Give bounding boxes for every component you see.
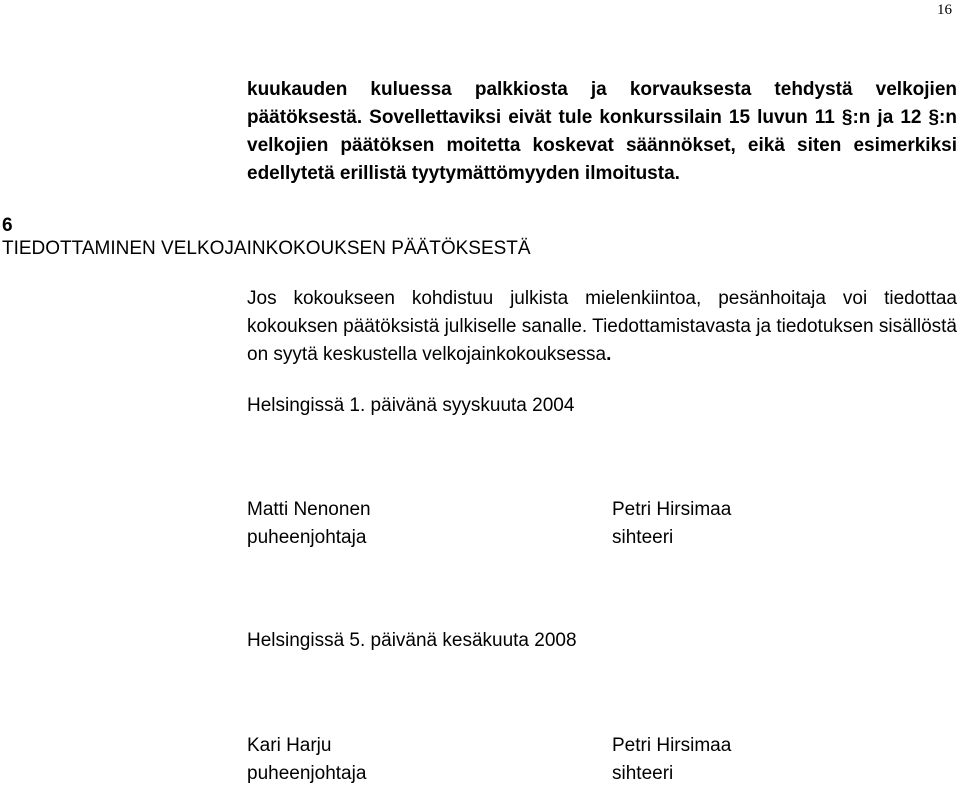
signatory-role: sihteeri [612, 763, 674, 784]
signatory-name: Kari Harju [247, 735, 332, 756]
signatory-role: puheenjohtaja [247, 527, 367, 548]
paragraph-announcement-text: Jos kokoukseen kohdistuu julkista mielenkiintoa, pesänhoitaja voi tiedottaa kokouksen päätöksistä julkiselle sanalle. Tiedottamistavasta ja tiedotuksen sisällöstä on syytä keskustella velkojainkokouksessa [247, 288, 957, 365]
signing-date-2: Helsingissä 5. päivänä kesäkuuta 2008 [247, 630, 577, 651]
signature-block-secretary-1 [612, 496, 731, 552]
signatory-role: puheenjohtaja [247, 763, 367, 784]
signatory-name: Petri Hirsimaa [612, 499, 732, 520]
signatory-name: Matti Nenonen [247, 499, 371, 520]
signature-block-chair-1 [247, 496, 371, 552]
section-number: 6 [2, 215, 13, 236]
signatory-name: Petri Hirsimaa [612, 735, 732, 756]
signature-block-chair-2 [247, 732, 366, 788]
section-title: TIEDOTTAMINEN VELKOJAINKOKOUKSEN PÄÄTÖKSESTÄ [2, 238, 531, 259]
signatory-role: sihteeri [612, 527, 674, 548]
paragraph-announcement [247, 285, 957, 369]
paragraph-announcement-end: . [606, 344, 612, 365]
paragraph-continued: kuukauden kuluessa palkkiosta ja korvauksesta tehdystä velkojien päätöksestä. Sovellettaviksi eivät tule konkurssilain 15 luvun 11 §:n ja 12 §:n velkojien päätöksen moitetta koskevat säännökset, eikä siten esimerkiksi edellytetä erillistä tyytymättömyyden ilmoitusta. [247, 79, 957, 184]
signature-block-secretary-2 [612, 732, 731, 788]
page-number: 16 [937, 2, 952, 18]
signing-date-1: Helsingissä 1. päivänä syyskuuta 2004 [247, 395, 575, 416]
